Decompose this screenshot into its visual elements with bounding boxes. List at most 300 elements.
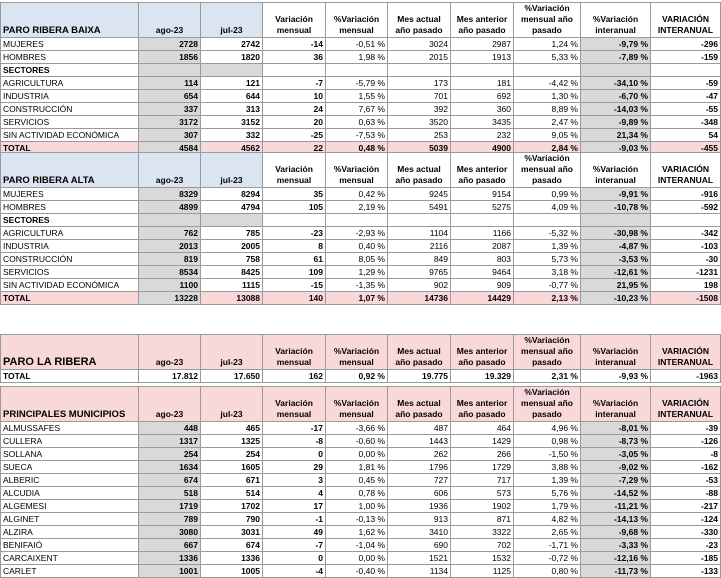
last-year-previous: 2987 bbox=[451, 38, 514, 51]
section-title: PRINCIPALES MUNICIPIOS bbox=[1, 387, 139, 422]
col-header: %Variación mensual año pasado bbox=[514, 153, 581, 188]
last-year-previous: 464 bbox=[451, 422, 514, 435]
row-label: ALBERIC bbox=[1, 474, 139, 487]
last-year-previous: 1125 bbox=[451, 565, 514, 578]
last-year-current: 392 bbox=[388, 103, 451, 116]
yearly-change-pct: -3,05 % bbox=[581, 448, 651, 461]
table-ribera-baixa bbox=[0, 2, 721, 155]
yearly-change-pct: -14,52 % bbox=[581, 487, 651, 500]
col-header: %Variación mensual año pasado bbox=[514, 3, 581, 38]
yearly-change: -23 bbox=[651, 539, 721, 552]
last-year-change-pct: 0,99 % bbox=[514, 188, 581, 201]
last-year-previous: 181 bbox=[451, 77, 514, 90]
sectors-label-row bbox=[1, 64, 721, 77]
yearly-change-pct: -6,70 % bbox=[581, 90, 651, 103]
table-row bbox=[1, 266, 721, 279]
table-row bbox=[1, 487, 721, 500]
value-previous: 1336 bbox=[201, 552, 263, 565]
monthly-change: -8 bbox=[263, 435, 326, 448]
yearly-change-pct: -12,61 % bbox=[581, 266, 651, 279]
monthly-change: -7 bbox=[263, 77, 326, 90]
yearly-change-pct: -7,29 % bbox=[581, 474, 651, 487]
last-year-change-pct: 4,96 % bbox=[514, 422, 581, 435]
last-year-current: 3410 bbox=[388, 526, 451, 539]
row-label: HOMBRES bbox=[1, 201, 139, 214]
last-year-change-pct: 1,24 % bbox=[514, 38, 581, 51]
last-year-current: 487 bbox=[388, 422, 451, 435]
last-year-current: 1104 bbox=[388, 227, 451, 240]
table-row bbox=[1, 201, 721, 214]
value-previous: 1005 bbox=[201, 565, 263, 578]
table-row bbox=[1, 116, 721, 129]
col-header: jul-23 bbox=[201, 387, 263, 422]
last-year-current: 173 bbox=[388, 77, 451, 90]
monthly-change-pct: -7,53 % bbox=[326, 129, 388, 142]
monthly-change: 17 bbox=[263, 500, 326, 513]
col-header: VARIACIÓN INTERANUAL bbox=[651, 3, 721, 38]
value-current: 3080 bbox=[139, 526, 201, 539]
monthly-change-pct: -0,13 % bbox=[326, 513, 388, 526]
last-year-previous: 803 bbox=[451, 253, 514, 266]
col-header: VARIACIÓN INTERANUAL bbox=[651, 335, 721, 370]
value-current: 674 bbox=[139, 474, 201, 487]
value-current: 8329 bbox=[139, 188, 201, 201]
col-header: jul-23 bbox=[201, 3, 263, 38]
col-header: %Variación mensual bbox=[326, 3, 388, 38]
yearly-change-pct: -10,78 % bbox=[581, 201, 651, 214]
last-year-change-pct: 3,88 % bbox=[514, 461, 581, 474]
total-alta bbox=[1, 292, 721, 305]
yearly-change-pct: -9,02 % bbox=[581, 461, 651, 474]
row-label: SOLLANA bbox=[1, 448, 139, 461]
table-row bbox=[1, 513, 721, 526]
value-previous: 644 bbox=[201, 90, 263, 103]
yearly-change-pct: -11,73 % bbox=[581, 565, 651, 578]
monthly-change: 49 bbox=[263, 526, 326, 539]
monthly-change-pct: 1,55 % bbox=[326, 90, 388, 103]
yearly-change-pct: -3,33 % bbox=[581, 539, 651, 552]
monthly-change: 0 bbox=[263, 552, 326, 565]
monthly-change: 140 bbox=[263, 292, 326, 305]
value-current: 1634 bbox=[139, 461, 201, 474]
header-row bbox=[1, 335, 721, 370]
table-row bbox=[1, 500, 721, 513]
monthly-change: -25 bbox=[263, 129, 326, 142]
last-year-change-pct: 4,82 % bbox=[514, 513, 581, 526]
row-label: SIN ACTIVIDAD ECONÓMICA bbox=[1, 129, 139, 142]
col-header: Variación mensual bbox=[263, 335, 326, 370]
col-header: %Variación interanual bbox=[581, 387, 651, 422]
col-header: Mes anterior año pasado bbox=[451, 3, 514, 38]
last-year-change-pct: 5,73 % bbox=[514, 253, 581, 266]
value-previous: 3152 bbox=[201, 116, 263, 129]
monthly-change: -17 bbox=[263, 422, 326, 435]
value-previous: 3031 bbox=[201, 526, 263, 539]
value-previous: 671 bbox=[201, 474, 263, 487]
col-header: VARIACIÓN INTERANUAL bbox=[651, 153, 721, 188]
sectors-alta bbox=[1, 227, 721, 292]
last-year-previous: 3322 bbox=[451, 526, 514, 539]
value-previous: 2005 bbox=[201, 240, 263, 253]
yearly-change-pct: -9,03 % bbox=[581, 142, 651, 155]
header-row bbox=[1, 3, 721, 38]
last-year-previous: 360 bbox=[451, 103, 514, 116]
monthly-change: 8 bbox=[263, 240, 326, 253]
monthly-change-pct: 0,78 % bbox=[326, 487, 388, 500]
rows-alta bbox=[1, 188, 721, 214]
last-year-previous: 2087 bbox=[451, 240, 514, 253]
value-previous: 1702 bbox=[201, 500, 263, 513]
row-label: CULLERA bbox=[1, 435, 139, 448]
value-current: 762 bbox=[139, 227, 201, 240]
monthly-change-pct: -0,40 % bbox=[326, 565, 388, 578]
sectors-label: SECTORES bbox=[1, 64, 139, 77]
monthly-change-pct: 0,42 % bbox=[326, 188, 388, 201]
table-row bbox=[1, 90, 721, 103]
value-current: 1719 bbox=[139, 500, 201, 513]
last-year-change-pct: 2,47 % bbox=[514, 116, 581, 129]
monthly-change: 4 bbox=[263, 487, 326, 500]
value-current: 1001 bbox=[139, 565, 201, 578]
last-year-previous: 1532 bbox=[451, 552, 514, 565]
row-label: TOTAL bbox=[1, 292, 139, 305]
last-year-previous: 702 bbox=[451, 539, 514, 552]
yearly-change: -330 bbox=[651, 526, 721, 539]
table-row bbox=[1, 435, 721, 448]
last-year-current: 1796 bbox=[388, 461, 451, 474]
table-row bbox=[1, 188, 721, 201]
col-header: %Variación interanual bbox=[581, 3, 651, 38]
value-current: 2728 bbox=[139, 38, 201, 51]
table-row bbox=[1, 103, 721, 116]
yearly-change: -103 bbox=[651, 240, 721, 253]
value-current: 1100 bbox=[139, 279, 201, 292]
last-year-change-pct: -0,77 % bbox=[514, 279, 581, 292]
col-header: Mes actual año pasado bbox=[388, 387, 451, 422]
monthly-change-pct: 1,00 % bbox=[326, 500, 388, 513]
yearly-change-pct: 21,34 % bbox=[581, 129, 651, 142]
value-current: 654 bbox=[139, 90, 201, 103]
yearly-change: -342 bbox=[651, 227, 721, 240]
last-year-change-pct: -0,72 % bbox=[514, 552, 581, 565]
row-label: SUECA bbox=[1, 461, 139, 474]
yearly-change-pct: -9,91 % bbox=[581, 188, 651, 201]
row-label: ALGEMESI bbox=[1, 500, 139, 513]
last-year-change-pct: 1,39 % bbox=[514, 240, 581, 253]
table-row bbox=[1, 552, 721, 565]
yearly-change: -126 bbox=[651, 435, 721, 448]
row-label: BENIFAIÓ bbox=[1, 539, 139, 552]
last-year-change-pct: 5,76 % bbox=[514, 487, 581, 500]
row-label: ALCUDIA bbox=[1, 487, 139, 500]
value-previous: 785 bbox=[201, 227, 263, 240]
monthly-change-pct: -1,35 % bbox=[326, 279, 388, 292]
monthly-change-pct: 0,45 % bbox=[326, 474, 388, 487]
yearly-change: -185 bbox=[651, 552, 721, 565]
last-year-change-pct: 8,89 % bbox=[514, 103, 581, 116]
table-row bbox=[1, 129, 721, 142]
last-year-current: 701 bbox=[388, 90, 451, 103]
sectors-baixa bbox=[1, 77, 721, 142]
yearly-change: 54 bbox=[651, 129, 721, 142]
col-header: Variación mensual bbox=[263, 3, 326, 38]
value-current: 13228 bbox=[139, 292, 201, 305]
value-current: 1317 bbox=[139, 435, 201, 448]
value-current: 114 bbox=[139, 77, 201, 90]
value-previous: 674 bbox=[201, 539, 263, 552]
yearly-change-pct: -8,01 % bbox=[581, 422, 651, 435]
monthly-change: 61 bbox=[263, 253, 326, 266]
value-current: 307 bbox=[139, 129, 201, 142]
value-current: 518 bbox=[139, 487, 201, 500]
table-row bbox=[1, 38, 721, 51]
yearly-change: -1231 bbox=[651, 266, 721, 279]
last-year-current: 5491 bbox=[388, 201, 451, 214]
row-label: CONSTRUCCIÓN bbox=[1, 103, 139, 116]
yearly-change-pct: -9,79 % bbox=[581, 38, 651, 51]
row-label: HOMBRES bbox=[1, 51, 139, 64]
last-year-current: 9245 bbox=[388, 188, 451, 201]
last-year-previous: 3435 bbox=[451, 116, 514, 129]
table-row bbox=[1, 565, 721, 578]
value-current: 1856 bbox=[139, 51, 201, 64]
monthly-change-pct: 8,05 % bbox=[326, 253, 388, 266]
last-year-change-pct: 1,79 % bbox=[514, 500, 581, 513]
monthly-change-pct: 1,07 % bbox=[326, 292, 388, 305]
monthly-change: 22 bbox=[263, 142, 326, 155]
last-year-change-pct: 2,84 % bbox=[514, 142, 581, 155]
table-municipios bbox=[0, 386, 721, 578]
row-label: TOTAL bbox=[1, 142, 139, 155]
monthly-change-pct: 0,48 % bbox=[326, 142, 388, 155]
yearly-change: -8 bbox=[651, 448, 721, 461]
col-header: %Variación mensual bbox=[326, 387, 388, 422]
row-label: CONSTRUCCIÓN bbox=[1, 253, 139, 266]
last-year-change-pct: 3,18 % bbox=[514, 266, 581, 279]
table-row bbox=[1, 448, 721, 461]
col-header: ago-23 bbox=[139, 3, 201, 38]
value-current: 254 bbox=[139, 448, 201, 461]
last-year-previous: 9154 bbox=[451, 188, 514, 201]
value-previous: 17.650 bbox=[201, 370, 263, 383]
table-row bbox=[1, 292, 721, 305]
yearly-change: -916 bbox=[651, 188, 721, 201]
monthly-change-pct: -3,66 % bbox=[326, 422, 388, 435]
last-year-change-pct: 2,31 % bbox=[514, 370, 581, 383]
last-year-current: 1134 bbox=[388, 565, 451, 578]
value-current: 4899 bbox=[139, 201, 201, 214]
last-year-current: 2116 bbox=[388, 240, 451, 253]
row-label: AGRICULTURA bbox=[1, 77, 139, 90]
yearly-change-pct: -30,98 % bbox=[581, 227, 651, 240]
last-year-current: 262 bbox=[388, 448, 451, 461]
last-year-current: 727 bbox=[388, 474, 451, 487]
last-year-current: 913 bbox=[388, 513, 451, 526]
monthly-change-pct: 0,63 % bbox=[326, 116, 388, 129]
table-row bbox=[1, 474, 721, 487]
last-year-current: 9765 bbox=[388, 266, 451, 279]
monthly-change: -14 bbox=[263, 38, 326, 51]
yearly-change: -592 bbox=[651, 201, 721, 214]
yearly-change: -47 bbox=[651, 90, 721, 103]
monthly-change-pct: 0,92 % bbox=[326, 370, 388, 383]
value-current: 1336 bbox=[139, 552, 201, 565]
last-year-previous: 1902 bbox=[451, 500, 514, 513]
yearly-change: -133 bbox=[651, 565, 721, 578]
last-year-change-pct: 2,65 % bbox=[514, 526, 581, 539]
value-previous: 332 bbox=[201, 129, 263, 142]
monthly-change: -4 bbox=[263, 565, 326, 578]
value-current: 667 bbox=[139, 539, 201, 552]
row-label: ALGINET bbox=[1, 513, 139, 526]
yearly-change-pct: -7,89 % bbox=[581, 51, 651, 64]
last-year-change-pct: -5,32 % bbox=[514, 227, 581, 240]
col-header: %Variación mensual bbox=[326, 153, 388, 188]
monthly-change: 105 bbox=[263, 201, 326, 214]
col-header: jul-23 bbox=[201, 335, 263, 370]
rows-municipios bbox=[1, 422, 721, 578]
table-row bbox=[1, 279, 721, 292]
value-previous: 254 bbox=[201, 448, 263, 461]
monthly-change: 35 bbox=[263, 188, 326, 201]
last-year-current: 19.775 bbox=[388, 370, 451, 383]
monthly-change-pct: 1,62 % bbox=[326, 526, 388, 539]
yearly-change-pct: -9,89 % bbox=[581, 116, 651, 129]
col-header: Mes anterior año pasado bbox=[451, 153, 514, 188]
value-previous: 1820 bbox=[201, 51, 263, 64]
monthly-change: 0 bbox=[263, 448, 326, 461]
section-title: PARO RIBERA ALTA bbox=[1, 153, 139, 188]
table-row bbox=[1, 240, 721, 253]
last-year-current: 902 bbox=[388, 279, 451, 292]
table-row bbox=[1, 422, 721, 435]
last-year-previous: 19.329 bbox=[451, 370, 514, 383]
table-row bbox=[1, 539, 721, 552]
value-previous: 514 bbox=[201, 487, 263, 500]
yearly-change-pct: -9,68 % bbox=[581, 526, 651, 539]
col-header: Mes actual año pasado bbox=[388, 153, 451, 188]
last-year-change-pct: -1,71 % bbox=[514, 539, 581, 552]
col-header: Mes anterior año pasado bbox=[451, 387, 514, 422]
last-year-previous: 14429 bbox=[451, 292, 514, 305]
value-current: 4584 bbox=[139, 142, 201, 155]
monthly-change: 3 bbox=[263, 474, 326, 487]
row-label: CARLET bbox=[1, 565, 139, 578]
yearly-change: -455 bbox=[651, 142, 721, 155]
last-year-current: 253 bbox=[388, 129, 451, 142]
row-label: SERVICIOS bbox=[1, 116, 139, 129]
monthly-change-pct: 1,81 % bbox=[326, 461, 388, 474]
col-header: VARIACIÓN INTERANUAL bbox=[651, 387, 721, 422]
monthly-change-pct: 0,40 % bbox=[326, 240, 388, 253]
last-year-change-pct: 0,98 % bbox=[514, 435, 581, 448]
col-header: %Variación mensual bbox=[326, 335, 388, 370]
row-label: TOTAL bbox=[1, 370, 139, 383]
monthly-change-pct: -1,04 % bbox=[326, 539, 388, 552]
row-label: ALMUSSAFES bbox=[1, 422, 139, 435]
yearly-change-pct: -8,73 % bbox=[581, 435, 651, 448]
header-row bbox=[1, 153, 721, 188]
yearly-change-pct: -14,13 % bbox=[581, 513, 651, 526]
yearly-change-pct: -14,03 % bbox=[581, 103, 651, 116]
yearly-change-pct: -3,53 % bbox=[581, 253, 651, 266]
last-year-previous: 5275 bbox=[451, 201, 514, 214]
monthly-change: 10 bbox=[263, 90, 326, 103]
value-previous: 313 bbox=[201, 103, 263, 116]
row-label: SIN ACTIVIDAD ECONÓMICA bbox=[1, 279, 139, 292]
last-year-change-pct: -4,42 % bbox=[514, 77, 581, 90]
last-year-previous: 692 bbox=[451, 90, 514, 103]
col-header: ago-23 bbox=[139, 153, 201, 188]
monthly-change-pct: 2,19 % bbox=[326, 201, 388, 214]
value-previous: 121 bbox=[201, 77, 263, 90]
last-year-change-pct: 9,05 % bbox=[514, 129, 581, 142]
value-previous: 1115 bbox=[201, 279, 263, 292]
last-year-previous: 4900 bbox=[451, 142, 514, 155]
monthly-change: -23 bbox=[263, 227, 326, 240]
last-year-previous: 1729 bbox=[451, 461, 514, 474]
yearly-change: -348 bbox=[651, 116, 721, 129]
yearly-change: -53 bbox=[651, 474, 721, 487]
yearly-change: -88 bbox=[651, 487, 721, 500]
last-year-previous: 9464 bbox=[451, 266, 514, 279]
yearly-change: -59 bbox=[651, 77, 721, 90]
value-previous: 758 bbox=[201, 253, 263, 266]
monthly-change: -7 bbox=[263, 539, 326, 552]
last-year-previous: 717 bbox=[451, 474, 514, 487]
yearly-change: -1963 bbox=[651, 370, 721, 383]
section-title: PARO RIBERA BAIXA bbox=[1, 3, 139, 38]
col-header: Mes actual año pasado bbox=[388, 3, 451, 38]
yearly-change: -124 bbox=[651, 513, 721, 526]
yearly-change: -30 bbox=[651, 253, 721, 266]
yearly-change: -55 bbox=[651, 103, 721, 116]
monthly-change-pct: 1,98 % bbox=[326, 51, 388, 64]
value-current: 2013 bbox=[139, 240, 201, 253]
monthly-change: -1 bbox=[263, 513, 326, 526]
value-current: 3172 bbox=[139, 116, 201, 129]
value-previous: 1325 bbox=[201, 435, 263, 448]
value-previous: 4794 bbox=[201, 201, 263, 214]
monthly-change-pct: -0,60 % bbox=[326, 435, 388, 448]
yearly-change-pct: -10,23 % bbox=[581, 292, 651, 305]
col-header: Variación mensual bbox=[263, 387, 326, 422]
row-label: INDUSTRIA bbox=[1, 90, 139, 103]
yearly-change: -1508 bbox=[651, 292, 721, 305]
value-previous: 2742 bbox=[201, 38, 263, 51]
col-header: %Variación mensual año pasado bbox=[514, 335, 581, 370]
last-year-previous: 1913 bbox=[451, 51, 514, 64]
monthly-change: 29 bbox=[263, 461, 326, 474]
last-year-previous: 1429 bbox=[451, 435, 514, 448]
value-current: 8534 bbox=[139, 266, 201, 279]
monthly-change-pct: 7,67 % bbox=[326, 103, 388, 116]
yearly-change-pct: -34,10 % bbox=[581, 77, 651, 90]
col-header: Variación mensual bbox=[263, 153, 326, 188]
col-header: jul-23 bbox=[201, 153, 263, 188]
last-year-current: 1443 bbox=[388, 435, 451, 448]
header-row bbox=[1, 387, 721, 422]
row-label: CARCAIXENT bbox=[1, 552, 139, 565]
monthly-change: 36 bbox=[263, 51, 326, 64]
col-header: Mes anterior año pasado bbox=[451, 335, 514, 370]
last-year-current: 1936 bbox=[388, 500, 451, 513]
monthly-change-pct: -5,79 % bbox=[326, 77, 388, 90]
yearly-change-pct: 21,95 % bbox=[581, 279, 651, 292]
last-year-current: 3024 bbox=[388, 38, 451, 51]
table-ribera-alta bbox=[0, 152, 721, 305]
last-year-change-pct: 5,33 % bbox=[514, 51, 581, 64]
